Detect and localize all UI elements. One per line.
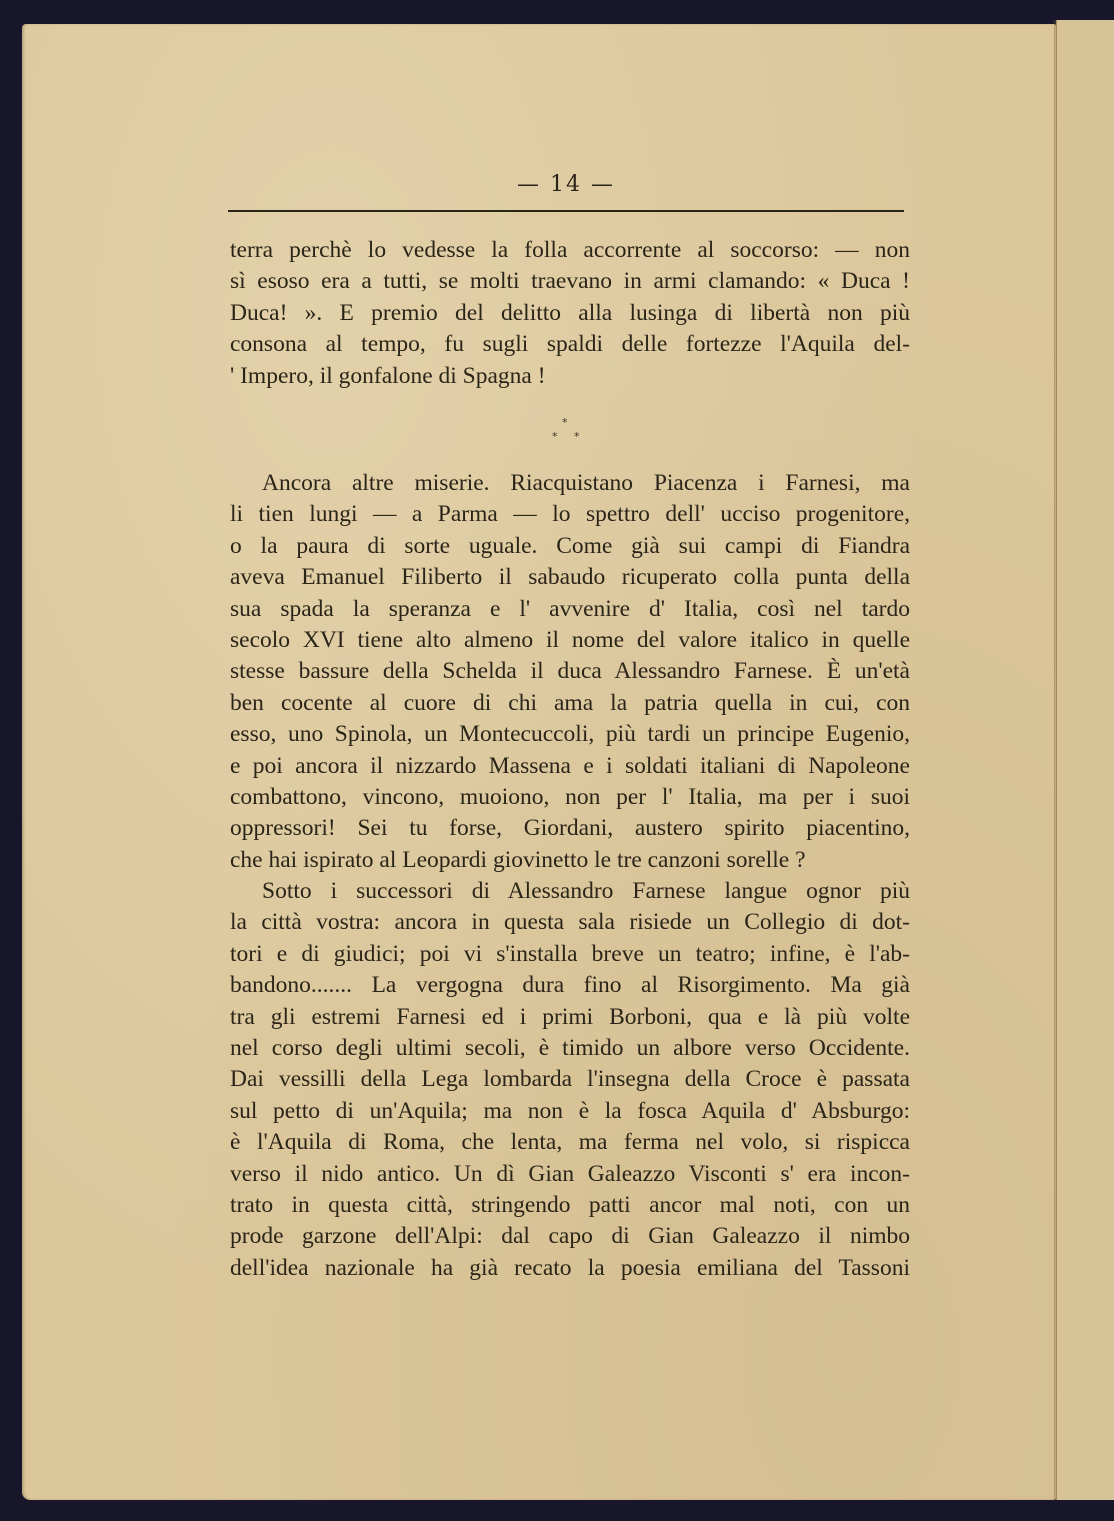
text-line: la città vostra: ancora in questa sala risiede un Collegio di dot- <box>230 909 910 936</box>
text-line: che hai ispirato al Leopardi giovinetto le tre canzoni sorelle ? <box>230 846 806 873</box>
text-line: prode garzone dell'Alpi: dal capo di Gian Galeazzo il nimbo <box>230 1223 910 1250</box>
asterisk-icon: * <box>574 430 580 443</box>
text-line: oppressori! Sei tu forse, Giordani, austero spirito piacentino, <box>230 815 910 842</box>
text-line: e poi ancora il nizzardo Massena e i soldati italiani di Napoleone <box>230 752 910 779</box>
asterisk-icon: * <box>562 416 568 429</box>
text-line: Ancora altre miserie. Riacquistano Piacenza i Farnesi, ma <box>262 470 910 496</box>
text-line: sì esoso era a tutti, se molti traevano in armi clamando: « Duca ! <box>230 268 910 295</box>
asterisk-icon: * <box>552 430 558 443</box>
paragraph-1 <box>230 235 910 392</box>
text-line: aveva Emanuel Filiberto il sabaudo ricuperato colla punta della <box>230 564 910 591</box>
text-line: tra gli estremi Farnesi ed i primi Borboni, qua e là più volte <box>230 1003 910 1030</box>
text-line: esso, uno Spinola, un Montecuccoli, più tardi un principe Eugenio, <box>230 721 910 748</box>
text-line: terra perchè lo vedesse la folla accorrente al soccorso: — non <box>230 237 910 263</box>
text-line: trato in questa città, stringendo patti ancor mal noti, con un <box>230 1191 910 1218</box>
text-line: stesse bassure della Schelda il duca Alessandro Farnese. È un'età <box>230 658 910 685</box>
text-line: ' Impero, il gonfalone di Spagna ! <box>230 362 546 389</box>
adjacent-page-edge <box>1056 20 1114 1500</box>
text-line: li tien lungi — a Parma — lo spettro dell' ucciso progenitore, <box>230 501 910 528</box>
text-line: sul petto di un'Aquila; ma non è la fosca Aquila d' Absburgo: <box>230 1097 910 1124</box>
text-line: sua spada la speranza e l' avvenire d' Italia, così nel tardo <box>230 595 910 622</box>
text-line: secolo XVI tiene alto almeno il nome del valore italico in quelle <box>230 626 910 653</box>
text-line: è l'Aquila di Roma, che lenta, ma ferma nel volo, si rispicca <box>230 1129 910 1156</box>
text-line: verso il nido antico. Un dì Gian Galeazzo Visconti s' era incon- <box>230 1160 910 1187</box>
section-separator-asterism <box>530 416 610 456</box>
body-text <box>230 468 910 1284</box>
text-line: Duca! ». E premio del delitto alla lusinga di libertà non più <box>230 299 910 326</box>
text-line: consona al tempo, fu sugli spaldi delle fortezze l'Aquila del- <box>230 331 910 358</box>
text-line: dell'idea nazionale ha già recato la poesia emiliana del Tassoni <box>230 1254 910 1281</box>
text-line: tori e di giudici; poi vi s'installa breve un teatro; infine, è l'ab- <box>230 940 910 967</box>
page-fold-shadow <box>1054 20 1057 1500</box>
text-line: ben cocente al cuore di chi ama la patria quella in cui, con <box>230 689 910 716</box>
text-line: Dai vessilli della Lega lombarda l'insegna della Croce è passata <box>230 1066 910 1093</box>
page-number: — 14 — <box>517 172 615 197</box>
text-line: combattono, vincono, muoiono, non per l' Italia, ma per i suoi <box>230 783 910 810</box>
header-rule <box>228 210 904 212</box>
text-line: o la paura di sorte uguale. Come già sui campi di Fiandra <box>230 532 910 559</box>
text-line: nel corso degli ultimi secoli, è timido un albore verso Occidente. <box>230 1035 910 1062</box>
text-line: Sotto i successori di Alessandro Farnese langue ognor più <box>262 878 910 905</box>
text-line: bandono....... La vergogna dura fino al Risorgimento. Ma già <box>230 972 910 999</box>
